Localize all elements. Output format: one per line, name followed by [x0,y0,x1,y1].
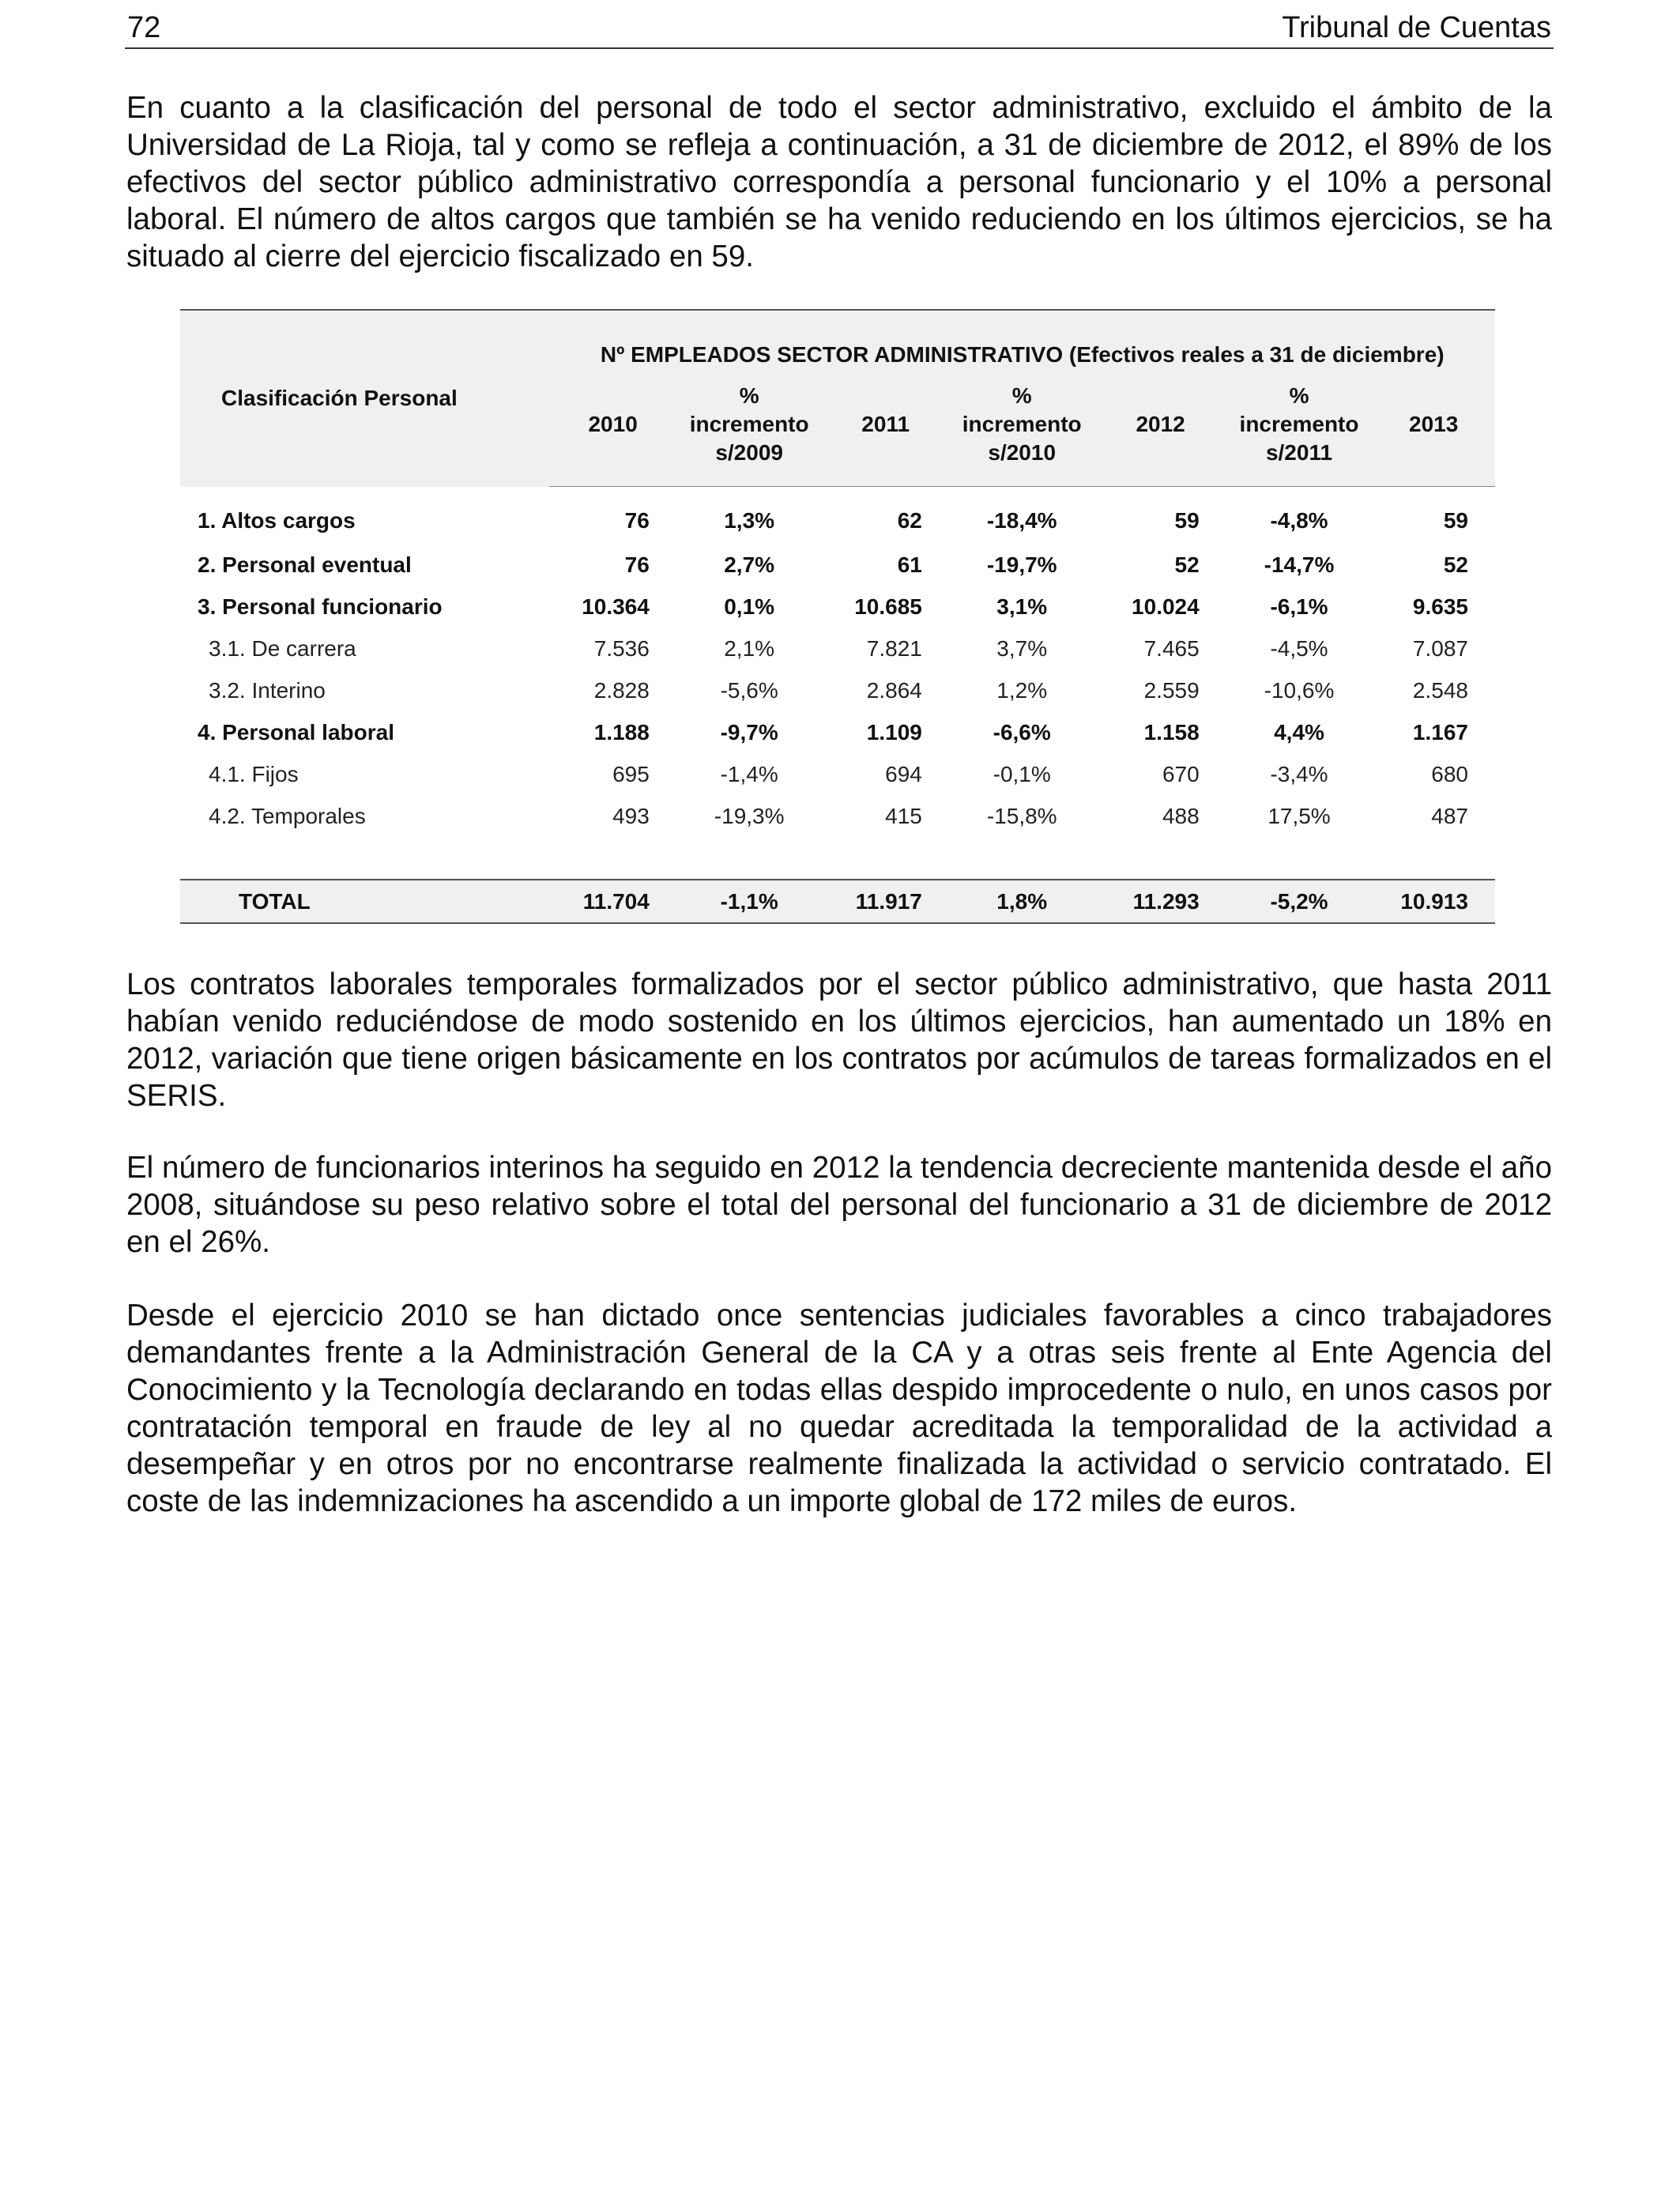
total-count-cell: 10.913 [1372,880,1495,923]
table-row [180,753,1495,795]
count-cell: 76 [624,552,650,577]
count-cell: 2.864 [866,677,922,703]
total-label: TOTAL [180,880,549,923]
pct-cell: -4,8% [1270,508,1328,533]
col-header-2010: 2010 [549,369,676,487]
count-cell: 487 [1431,803,1468,828]
row-label: 3.2. Interino [209,677,326,703]
count-cell: 7.821 [866,635,922,661]
count-cell: 1.158 [1143,719,1200,745]
total-row [180,880,1495,923]
row-label: 4.2. Temporales [209,803,366,828]
count-cell: 7.465 [1143,635,1200,661]
pct-cell: -19,7% [986,552,1057,577]
pct-cell: 2,7% [724,552,775,577]
col-header-2011: 2011 [822,369,948,487]
count-cell: 59 [1174,508,1200,533]
table-row [180,628,1495,669]
table-title: Nº EMPLEADOS SECTOR ADMINISTRATIVO (Efectivos reales a 31 de diciembre) [549,310,1495,369]
count-cell: 415 [885,803,922,828]
pct-cell: 1,3% [724,508,775,533]
pct-cell: 3,1% [996,594,1048,619]
row-label: 4. Personal laboral [198,719,394,745]
total-pct-cell: -1,1% [676,880,823,923]
court-rulings-paragraph: Desde el ejercicio 2010 se han dictado once sentencias judiciales favorables a cinco trabajadores demandantes frente a la Administración General de la CA y a otras seis frente al Ente Agencia del Conocimiento y la Tecnología declarando en todas ellas despido improcedente o nulo, en unos casos por contratación temporal en fraude de ley al no quedar acreditada la temporalidad de la actividad a desempeñar y en otros por no encontrarse realmente finalizada la actividad o servicio contratado. El coste de las indemnizaciones ha ascendido a un importe global de 172 miles de euros. [126,1299,1552,1518]
table-row [180,795,1495,837]
pct-cell: -15,8% [986,803,1057,828]
pct-cell: -18,4% [986,508,1057,533]
count-cell: 680 [1431,761,1468,786]
page-header [125,5,1554,49]
intro-paragraph: En cuanto a la clasificación del personal de todo el sector administrativo, excluido el ámbito de la Universidad de La Rioja, tal y como se refleja a continuación, a 31 de diciembre de 2012, el 89% de los efectivos del sector público administrativo correspondía a personal funcionario y el 10% a personal laboral. El número de altos cargos que también se ha venido reduciendo en los últimos ejercicios, se ha situado al cierre del ejercicio fiscalizado en 59. [126,91,1552,273]
count-cell: 76 [624,508,650,533]
count-cell: 1.188 [593,719,650,745]
temporary-contracts-paragraph: Los contratos laborales temporales formalizados por el sector público administrativo, que hasta 2011 habían venido reduciéndose de modo sostenido en los últimos ejercicios, han aumentado un 18% en 2012, variación que tiene origen básicamente en los contratos por acúmulos de tareas formalizados en el SERIS. [126,967,1552,1113]
interim-officials-paragraph: El número de funcionarios interinos ha seguido en 2012 la tendencia decreciente mantenida desde el año 2008, situándose su peso relativo sobre el total del personal del funcionario a 31 de diciembre de 2012 en el 26%. [126,1151,1552,1259]
count-cell: 52 [1174,552,1200,577]
page-number: 72 [127,11,161,44]
col-header-pct-2009: % incremento s/2009 [676,369,823,487]
count-cell: 10.364 [582,594,650,619]
pct-cell: -9,7% [720,719,778,745]
pct-cell: -14,7% [1264,552,1335,577]
running-title: Tribunal de Cuentas [1282,11,1551,44]
pct-cell: -10,6% [1264,677,1335,703]
count-cell: 62 [897,508,922,533]
table-row [180,669,1495,711]
count-cell: 2.548 [1412,677,1468,703]
pct-cell: -3,4% [1270,761,1328,786]
count-cell: 7.087 [1412,635,1468,661]
total-count-cell: 11.704 [549,880,676,923]
pct-cell: -19,3% [714,803,785,828]
pct-cell: 1,2% [996,677,1048,703]
spacer-row [180,837,1495,880]
pct-cell: -1,4% [720,761,778,786]
pct-cell: -6,6% [993,719,1051,745]
col-header-2012: 2012 [1095,369,1226,487]
row-label: 3. Personal funcionario [198,594,443,619]
count-cell: 1.167 [1412,719,1468,745]
count-cell: 2.559 [1143,677,1200,703]
row-label: 4.1. Fijos [209,761,299,786]
pct-cell: 4,4% [1274,719,1324,745]
count-cell: 7.536 [593,635,650,661]
count-cell: 694 [885,761,922,786]
pct-cell: 3,7% [996,635,1048,661]
count-cell: 695 [612,761,650,786]
total-count-cell: 11.293 [1095,880,1226,923]
total-pct-cell: -5,2% [1226,880,1373,923]
total-pct-cell: 1,8% [949,880,1095,923]
count-cell: 59 [1443,508,1468,533]
pct-cell: 17,5% [1268,803,1331,828]
count-cell: 1.109 [866,719,922,745]
pct-cell: -0,1% [993,761,1051,786]
count-cell: 52 [1443,552,1468,577]
count-cell: 488 [1162,803,1200,828]
total-count-cell: 11.917 [822,880,948,923]
table-row [180,487,1495,545]
table-row [180,544,1495,586]
col-header-2013: 2013 [1372,369,1495,487]
classification-header: Clasificación Personal [180,310,549,487]
pct-cell: -6,1% [1270,594,1328,619]
row-label: 3.1. De carrera [209,635,356,661]
table-row [180,586,1495,628]
count-cell: 9.635 [1412,594,1468,619]
pct-cell: -4,5% [1270,635,1328,661]
count-cell: 493 [612,803,650,828]
count-cell: 61 [897,552,922,577]
count-cell: 10.024 [1132,594,1200,619]
count-cell: 670 [1162,761,1200,786]
count-cell: 2.828 [593,677,650,703]
row-label: 1. Altos cargos [198,507,356,533]
col-header-pct-2010: % incremento s/2010 [949,369,1095,487]
pct-cell: -5,6% [720,677,778,703]
row-label: 2. Personal eventual [198,552,412,577]
pct-cell: 0,1% [724,594,775,619]
col-header-pct-2011: % incremento s/2011 [1226,369,1373,487]
table-body [180,487,1495,924]
table-row [180,711,1495,753]
pct-cell: 2,1% [724,635,775,661]
count-cell: 10.685 [854,594,922,619]
employees-table [180,309,1495,924]
